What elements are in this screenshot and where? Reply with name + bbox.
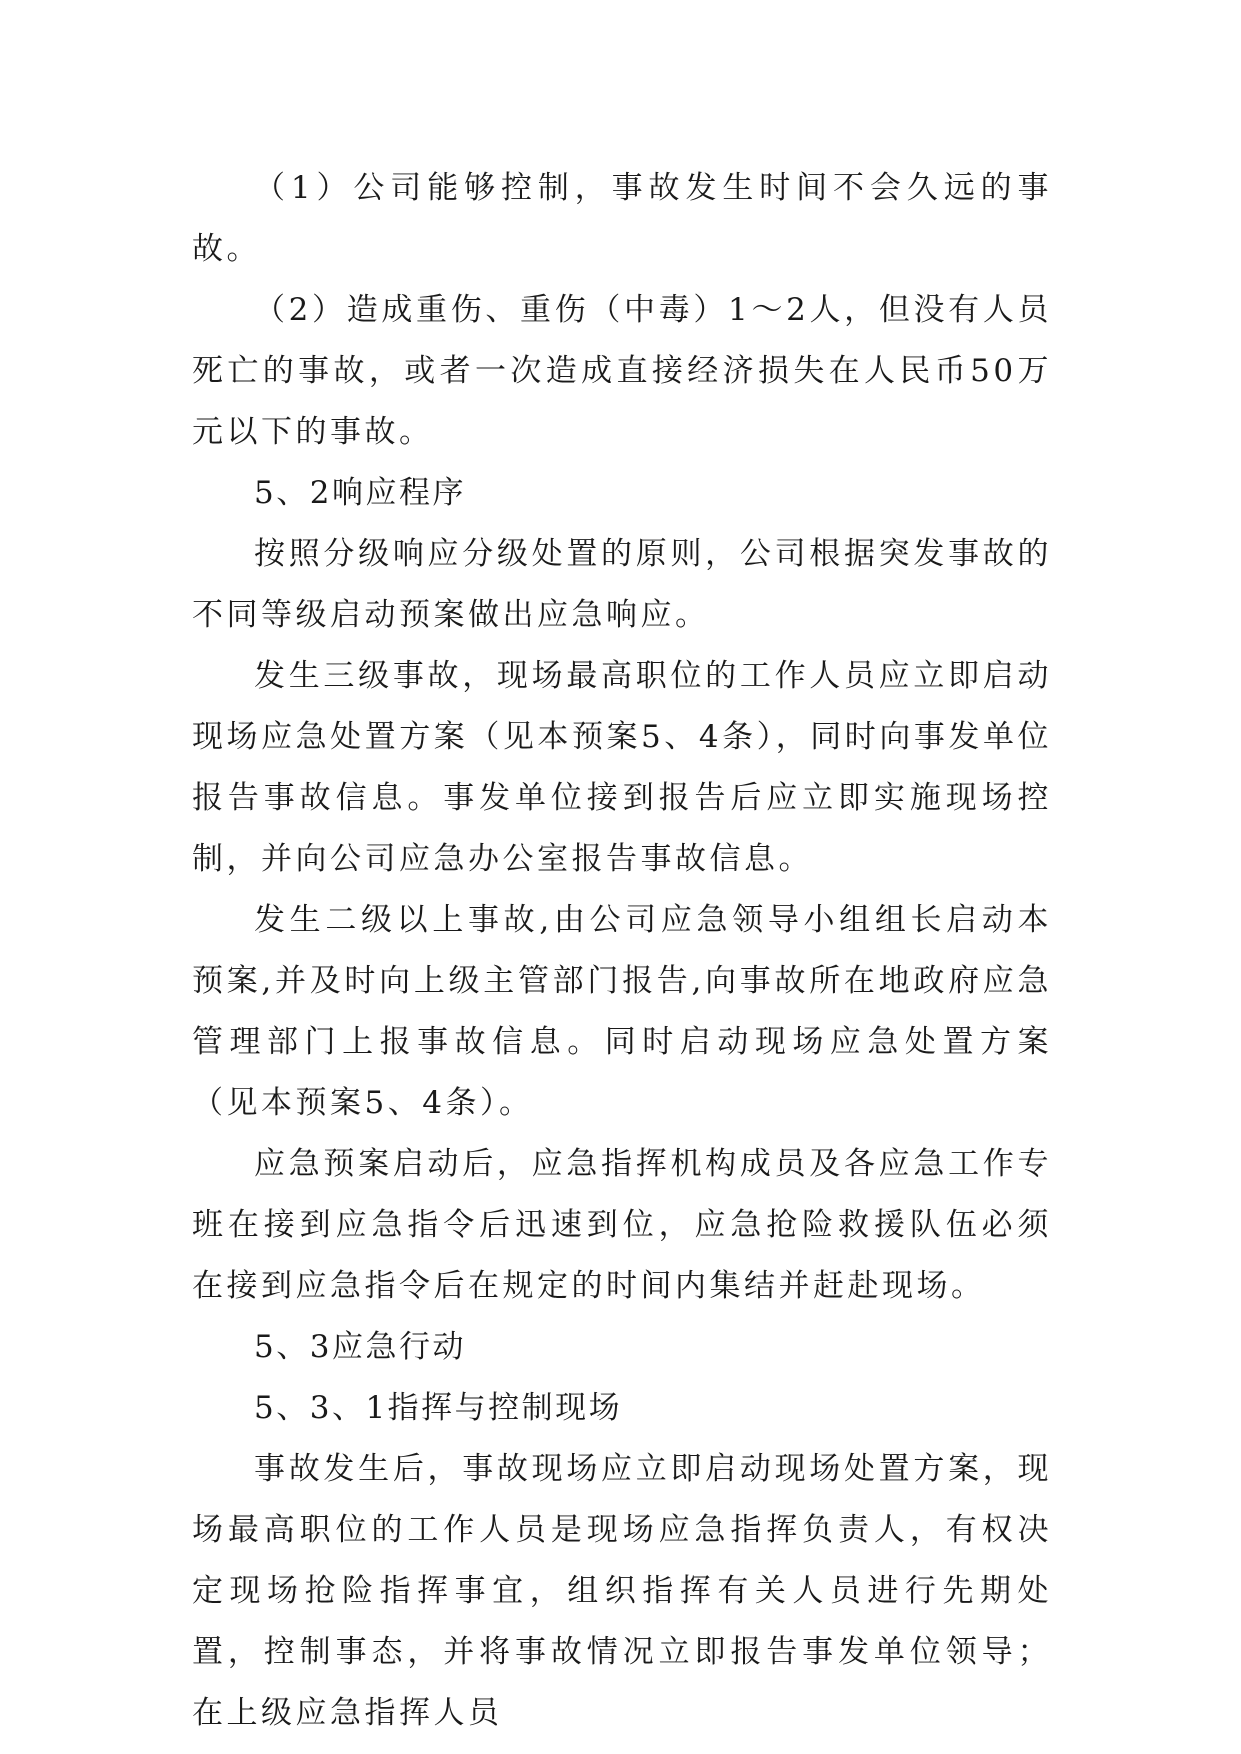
paragraph-level3-response: 发生三级事故，现场最高职位的工作人员应立即启动现场应急处置方案（见本预案5、4条），同时向事发单位报告事故信息。事发单位接到报告后应立即实施现场控制，并向公司应急办公室报告事故信息。	[192, 658, 1052, 877]
section-heading-5-2: 5、2响应程序	[254, 475, 466, 511]
section-heading-5-3: 5、3应急行动	[254, 1329, 466, 1365]
section-heading-5-3-1: 5、3、1指挥与控制现场	[254, 1390, 623, 1426]
document-body	[192, 158, 1052, 1744]
paragraph-level2-response: 发生二级以上事故,由公司应急领导小组组长启动本预案,并及时向上级主管部门报告,向事故所在地政府应急管理部门上报事故信息。同时启动现场应急处置方案（见本预案5、4条）。	[192, 902, 1052, 1121]
paragraph-onsite-command: 事故发生后，事故现场应立即启动现场处置方案，现场最高职位的工作人员是现场应急指挥负责人，有权决定现场抢险指挥事宜，组织指挥有关人员进行先期处置，控制事态，并将事故情况立即报告事发单位领导；在上级应急指挥人员	[192, 1451, 1052, 1731]
paragraph-level3-item1: （1）公司能够控制，事故发生时间不会久远的事故。	[192, 170, 1052, 267]
paragraph-response-principle: 按照分级响应分级处置的原则，公司根据突发事故的不同等级启动预案做出应急响应。	[192, 536, 1052, 633]
paragraph-level3-item2: （2）造成重伤、重伤（中毒）1～2人，但没有人员死亡的事故，或者一次造成直接经济损失在人民币50万元以下的事故。	[192, 292, 1052, 450]
paragraph-plan-activation: 应急预案启动后，应急指挥机构成员及各应急工作专班在接到应急指令后迅速到位，应急抢险救援队伍必须在接到应急指令后在规定的时间内集结并赶赴现场。	[192, 1146, 1052, 1304]
